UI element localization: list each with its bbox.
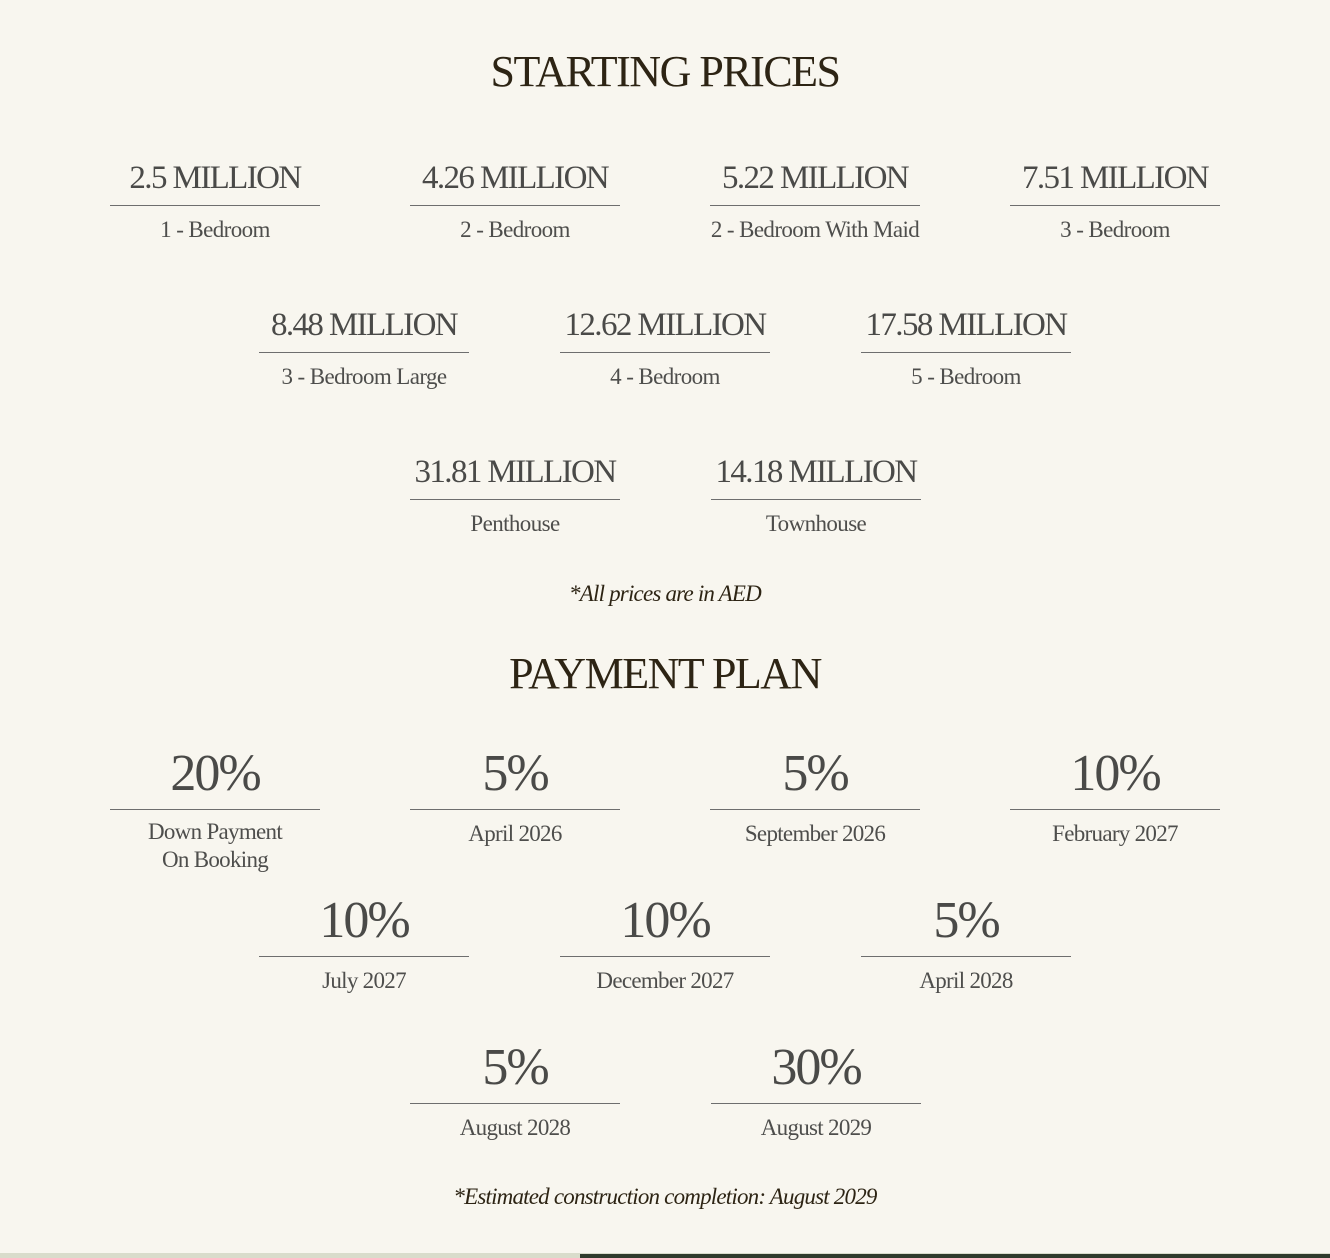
price-value: 31.81 MILLION	[410, 454, 620, 500]
payment-item-april-2026	[410, 745, 620, 848]
price-item-penthouse	[410, 454, 620, 538]
prices-currency-note: *All prices are in AED	[569, 581, 761, 606]
payment-item-april-2028	[861, 892, 1071, 995]
price-value: 12.62 MILLION	[560, 307, 770, 353]
payment-item-february-2027	[1010, 745, 1220, 848]
price-value: 4.26 MILLION	[410, 160, 620, 206]
payment-percent: 5%	[710, 748, 920, 810]
price-label: 3 - Bedroom	[1060, 217, 1170, 242]
price-label: 2 - Bedroom With Maid	[710, 217, 920, 242]
price-item-5-bedroom	[861, 307, 1071, 391]
price-value: 2.5 MILLION	[110, 160, 320, 206]
payment-label: February 2027	[1052, 821, 1178, 846]
price-label: 3 - Bedroom Large	[281, 364, 447, 389]
payment-item-august-2028	[410, 1039, 620, 1142]
payment-percent: 30%	[711, 1042, 921, 1104]
payment-percent: 5%	[861, 895, 1071, 957]
payment-label: July 2027	[322, 968, 406, 993]
payment-percent: 5%	[410, 748, 620, 810]
price-value: 17.58 MILLION	[861, 307, 1071, 353]
payment-percent: 10%	[1010, 748, 1220, 810]
payment-label-line1: Down Payment	[147, 819, 283, 844]
construction-completion-note: *Estimated construction completion: August 2029	[453, 1184, 877, 1209]
price-item-1-bedroom	[110, 160, 320, 244]
price-value: 8.48 MILLION	[259, 307, 469, 353]
price-item-townhouse	[711, 454, 921, 538]
payment-label: December 2027	[596, 968, 734, 993]
price-label: 2 - Bedroom	[460, 217, 570, 242]
payment-percent: 20%	[110, 748, 320, 810]
price-item-3-bedroom	[1010, 160, 1220, 244]
payment-percent: 10%	[259, 895, 469, 957]
price-item-2-bedroom-with-maid	[710, 160, 920, 244]
payment-item-down-payment	[110, 745, 320, 874]
payment-item-december-2027	[560, 892, 770, 995]
price-item-2-bedroom	[410, 160, 620, 244]
price-value: 7.51 MILLION	[1010, 160, 1220, 206]
payment-label: August 2029	[760, 1115, 872, 1140]
price-item-3-bedroom-large	[259, 307, 469, 391]
price-value: 14.18 MILLION	[711, 454, 921, 500]
payment-plan-heading: PAYMENT PLAN	[509, 649, 821, 698]
payment-item-august-2029	[711, 1039, 921, 1142]
price-label: 1 - Bedroom	[160, 217, 270, 242]
starting-prices-heading: STARTING PRICES	[490, 47, 840, 96]
payment-label: April 2026	[468, 821, 562, 846]
price-value: 5.22 MILLION	[710, 160, 920, 206]
price-label: Townhouse	[765, 511, 867, 536]
payment-percent: 5%	[410, 1042, 620, 1104]
payment-label: August 2028	[459, 1115, 571, 1140]
price-label: 4 - Bedroom	[610, 364, 720, 389]
payment-item-july-2027	[259, 892, 469, 995]
payment-label: April 2028	[919, 968, 1013, 993]
payment-label-line2: On Booking	[161, 847, 269, 872]
payment-item-september-2026	[710, 745, 920, 848]
payment-label	[110, 818, 320, 874]
payment-percent: 10%	[560, 895, 770, 957]
next-section-edge	[580, 1254, 1330, 1258]
payment-label: September 2026	[744, 821, 886, 846]
price-label: Penthouse	[470, 511, 560, 536]
price-item-4-bedroom	[560, 307, 770, 391]
price-label: 5 - Bedroom	[911, 364, 1021, 389]
